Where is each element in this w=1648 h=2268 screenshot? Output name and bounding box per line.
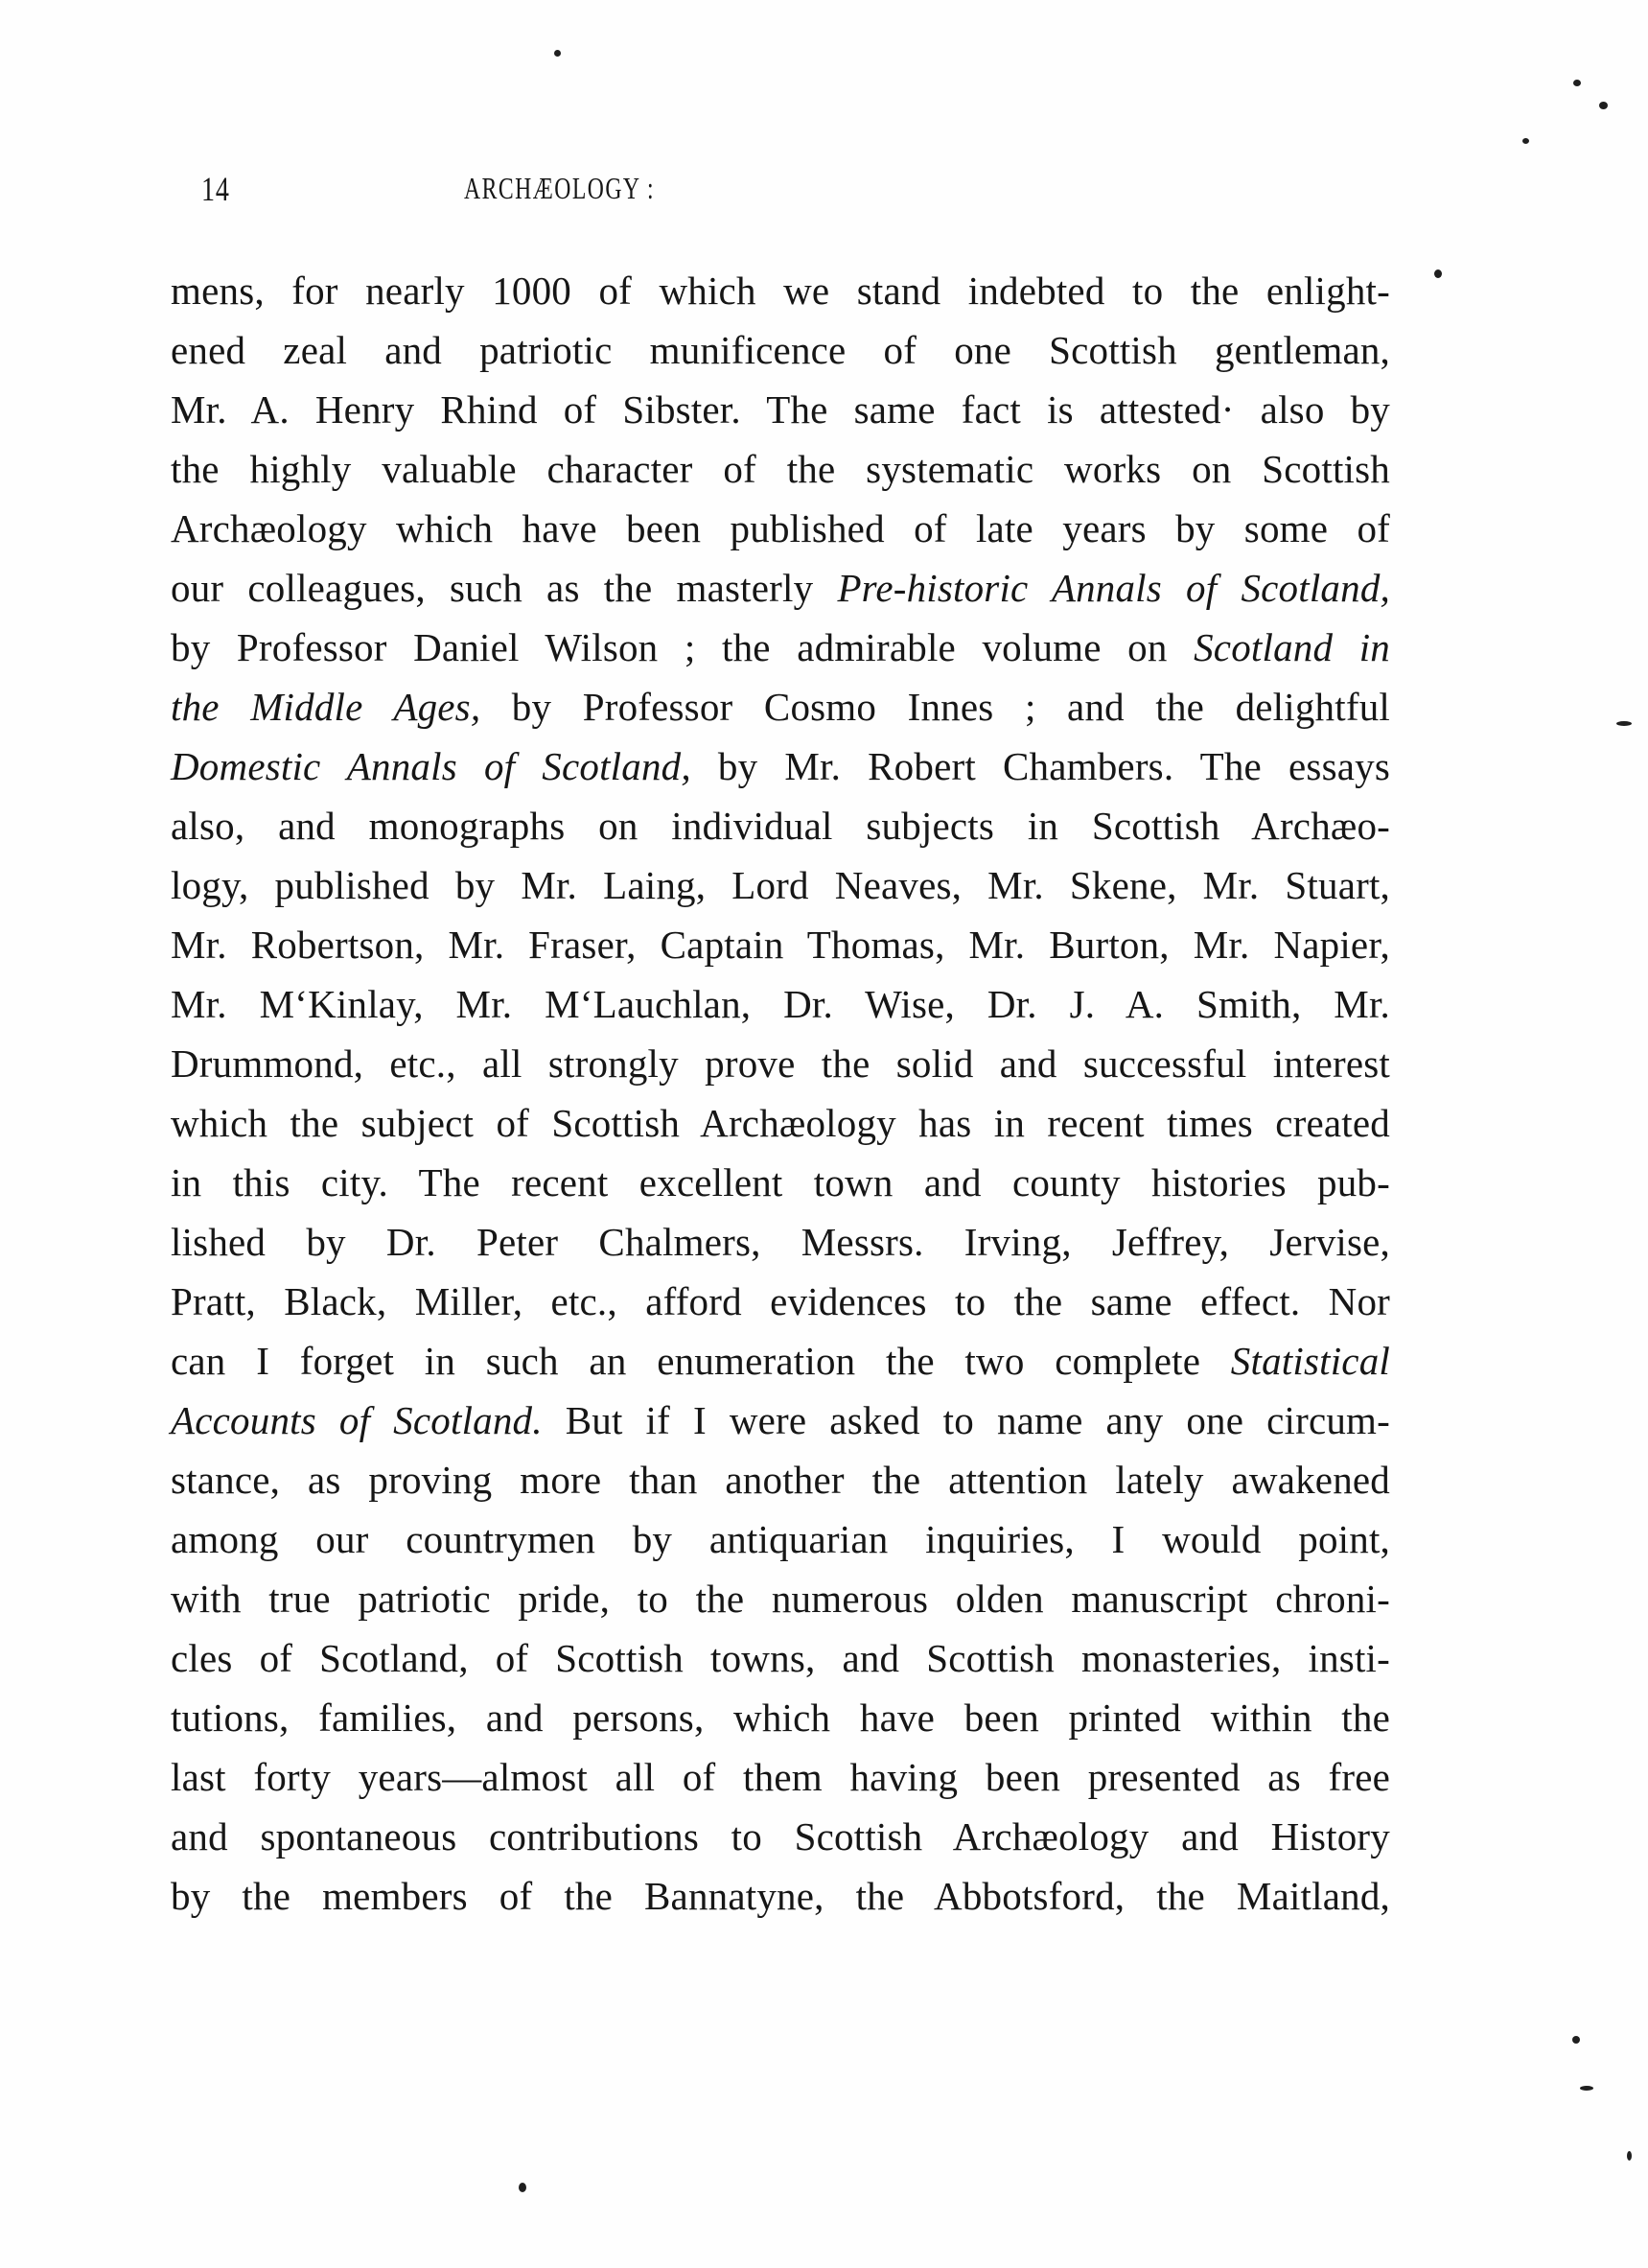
text-line (171, 1034, 1390, 1093)
text-segment: cles of Scotland, of Scottish towns, and Scottish monasteries, insti- (171, 1636, 1390, 1680)
text-line (171, 499, 1390, 558)
scan-speck (1599, 102, 1608, 109)
text-line (171, 261, 1390, 320)
text-segment: by Mr. Robert Chambers. The essays (690, 744, 1390, 788)
italic-text-segment: Accounts of Scotland. (171, 1398, 543, 1442)
text-segment: logy, published by Mr. Laing, Lord Neaves, Mr. Skene, Mr. Stuart, (171, 863, 1390, 907)
text-segment: mens, for nearly 1000 of which we stand indebted to the enlight- (171, 269, 1390, 313)
text-segment: Mr. A. Henry Rhind of Sibster. The same fact is attested· also by (171, 387, 1390, 432)
text-segment: our colleagues, such as the masterly (171, 566, 838, 610)
text-segment: among our countrymen by antiquarian inquiries, I would point, (171, 1517, 1390, 1561)
scan-speck (1616, 721, 1632, 726)
text-segment: Drummond, etc., all strongly prove the solid and successful interest (171, 1041, 1390, 1086)
text-segment: also, and monographs on individual subjects in Scottish Archæo- (171, 804, 1390, 848)
italic-text-segment: Domestic Annals of Scotland, (171, 744, 691, 788)
text-line (171, 439, 1390, 499)
text-segment: by Professor Daniel Wilson ; the admirable volume on (171, 625, 1195, 669)
text-line (171, 618, 1390, 677)
scan-speck (1627, 2151, 1632, 2161)
text-line (171, 1450, 1390, 1509)
text-segment: and spontaneous contributions to Scottish Archæology and History (171, 1814, 1390, 1859)
text-segment: which the subject of Scottish Archæology has in recent times created (171, 1101, 1390, 1145)
text-line (171, 1272, 1390, 1331)
text-line (171, 1866, 1390, 1926)
scan-speck (1522, 138, 1529, 144)
scan-speck (1573, 80, 1581, 86)
italic-text-segment: Pre-historic Annals of Scotland, (837, 566, 1390, 610)
text-line (171, 677, 1390, 737)
text-line (171, 320, 1390, 380)
text-line (171, 1331, 1390, 1391)
italic-text-segment: Scotland in (1194, 625, 1390, 669)
text-line (171, 1807, 1390, 1866)
page-number: 14 (201, 170, 230, 208)
scan-speck (519, 2183, 526, 2192)
text-line (171, 737, 1390, 796)
text-line (171, 1747, 1390, 1807)
text-segment: the highly valuable character of the systematic works on Scottish (171, 447, 1390, 491)
scan-speck (1434, 269, 1442, 278)
text-line (171, 1153, 1390, 1212)
text-segment: lished by Dr. Peter Chalmers, Messrs. Irving, Jeffrey, Jervise, (171, 1220, 1390, 1264)
text-line (171, 1688, 1390, 1747)
text-segment: Archæology which have been published of late years by some of (171, 506, 1390, 550)
scan-speck (1572, 2036, 1580, 2044)
text-line (171, 1212, 1390, 1272)
text-line (171, 855, 1390, 915)
text-line (171, 796, 1390, 855)
italic-text-segment: the Middle Ages, (171, 685, 481, 729)
text-line (171, 915, 1390, 974)
text-line (171, 1628, 1390, 1688)
text-segment: with true patriotic pride, to the numerous olden manuscript chroni- (171, 1577, 1390, 1621)
text-line (171, 974, 1390, 1034)
italic-text-segment: Statistical (1230, 1339, 1390, 1383)
text-line (171, 1569, 1390, 1628)
text-segment: stance, as proving more than another the attention lately awakened (171, 1458, 1390, 1502)
text-segment: Mr. M‘Kinlay, Mr. M‘Lauchlan, Dr. Wise, Dr. J. A. Smith, Mr. (171, 982, 1390, 1026)
text-line (171, 1509, 1390, 1569)
text-line (171, 1391, 1390, 1450)
text-segment: tutions, families, and persons, which have been printed within the (171, 1695, 1390, 1740)
text-segment: But if I were asked to name any one circum- (542, 1398, 1391, 1442)
text-segment: can I forget in such an enumeration the two complete (171, 1339, 1231, 1383)
text-line (171, 558, 1390, 618)
scan-speck (1580, 2086, 1593, 2091)
text-line (171, 380, 1390, 439)
text-segment: ened zeal and patriotic munificence of one Scottish gentleman, (171, 328, 1390, 372)
text-segment: by Professor Cosmo Innes ; and the delightful (480, 685, 1390, 729)
text-segment: Pratt, Black, Miller, etc., afford evidences to the same effect. Nor (171, 1279, 1390, 1323)
text-segment: in this city. The recent excellent town and county histories pub- (171, 1160, 1390, 1204)
body-text (171, 261, 1390, 1926)
text-line (171, 1093, 1390, 1153)
scan-speck (554, 50, 561, 57)
text-segment: by the members of the Bannatyne, the Abbotsford, the Maitland, (171, 1874, 1390, 1918)
running-header: ARCHÆOLOGY : (464, 171, 656, 205)
text-segment: last forty years—almost all of them having been presented as free (171, 1755, 1390, 1799)
text-segment: Mr. Robertson, Mr. Fraser, Captain Thomas, Mr. Burton, Mr. Napier, (171, 923, 1390, 967)
